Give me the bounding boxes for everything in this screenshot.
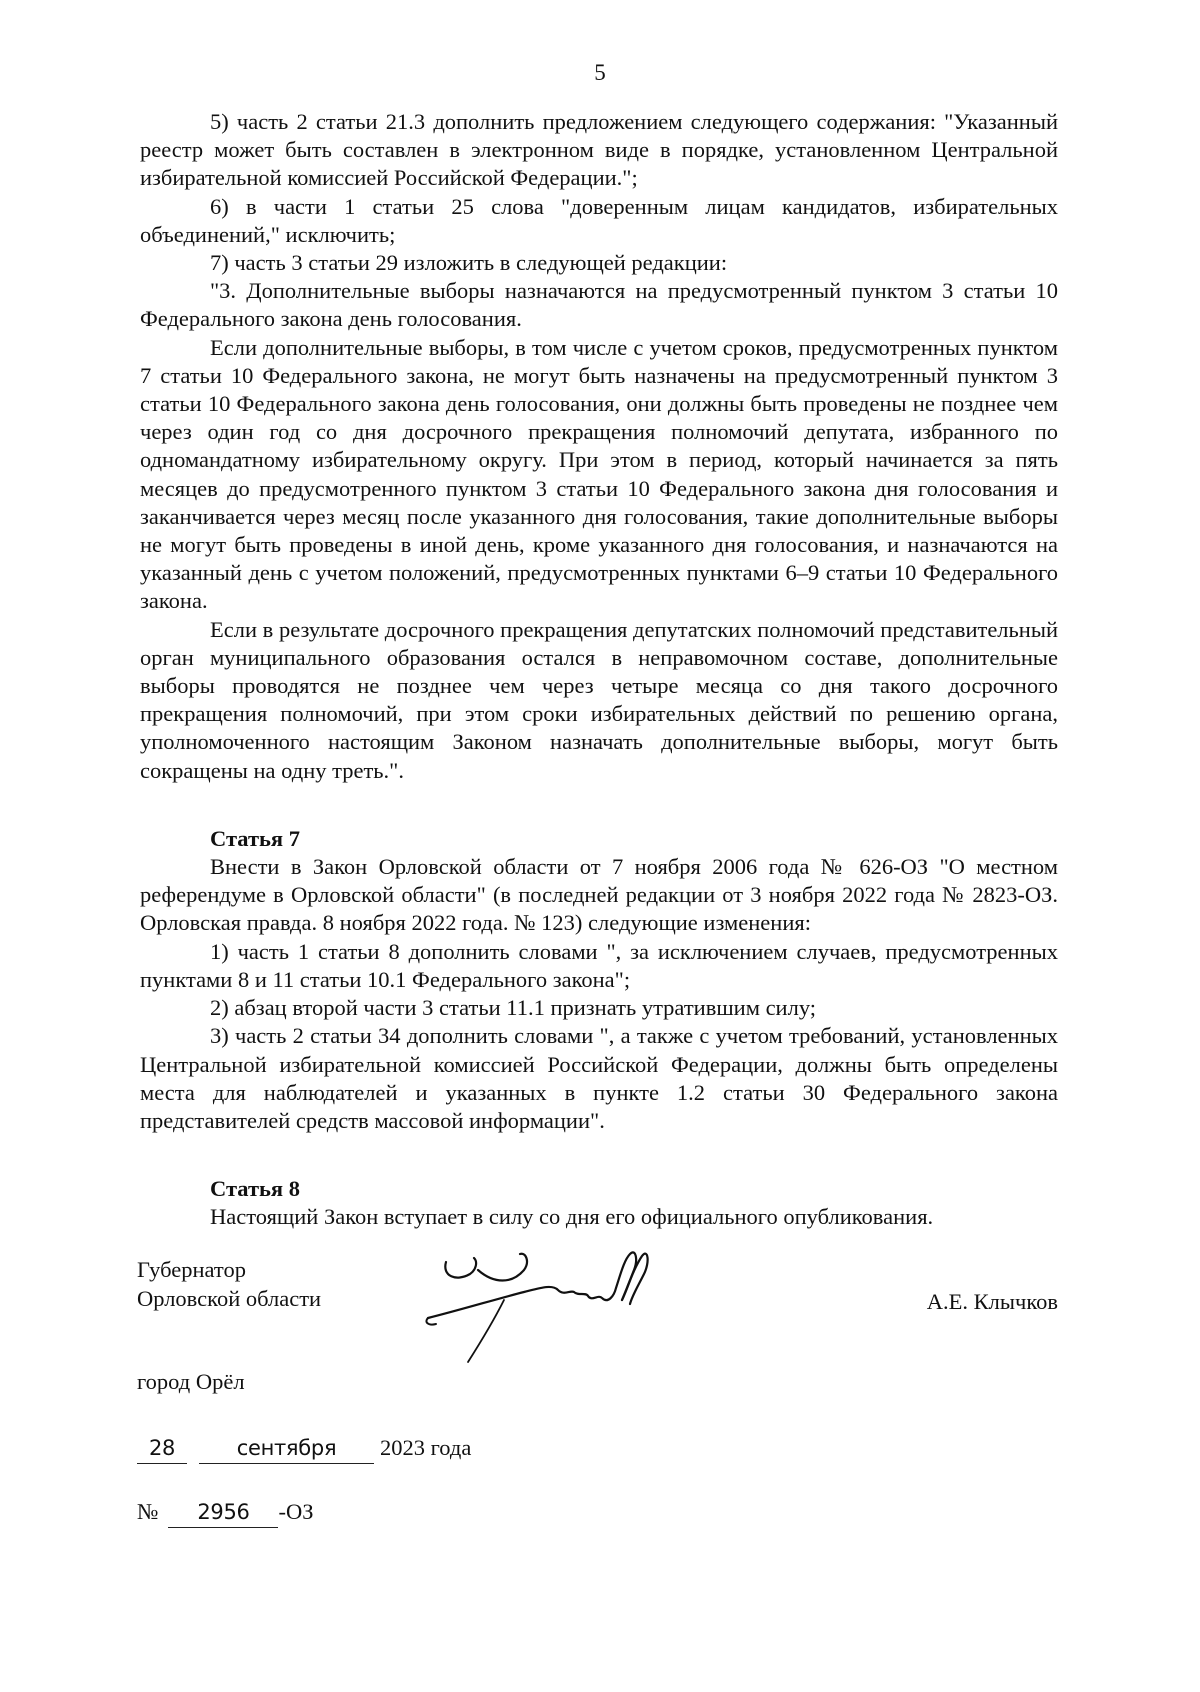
date-month: сентября bbox=[199, 1433, 374, 1464]
handwritten-signature bbox=[420, 1240, 670, 1370]
paragraph: Настоящий Закон вступает в силу со дня его официального опубликования. bbox=[210, 1204, 934, 1230]
paragraph: 2) абзац второй части 3 статьи 11.1 признать утратившим силу; bbox=[210, 995, 817, 1021]
article-heading: Статья 8 bbox=[210, 1176, 300, 1202]
paragraph: 6) в части 1 статьи 25 слова "доверенным лицам кандидатов, избирательных объединений," исключить; bbox=[140, 193, 1058, 247]
paragraph: "3. Дополнительные выборы назначаются на предусмотренный пунктом 3 статьи 10 Федерального закона день голосования. bbox=[140, 278, 1058, 332]
paragraph: 5) часть 2 статьи 21.3 дополнить предложением следующего содержания: "Указанный реестр может быть составлен в электронном виде в порядке, установленном Центральной избирательной комиссией Российской Федерации."; bbox=[140, 109, 1058, 191]
number-value: 2956 bbox=[168, 1497, 278, 1528]
date-year: 2023 года bbox=[380, 1435, 472, 1460]
signing-date bbox=[137, 1432, 471, 1464]
paragraph: Если в результате досрочного прекращения депутатских полномочий представительный орган муниципального образования остался в неправомочном составе, дополнительные выборы проводятся не позднее чем через четыре месяца со дня такого досрочного прекращения полномочий, при этом сроки избирательных действий по решению органа, уполномоченного настоящим Законом назначать дополнительные выборы, могут быть сокращены на одну треть.". bbox=[140, 616, 1058, 783]
signatory-title-line-2: Орловской области bbox=[137, 1285, 322, 1311]
signatory-title-line-1: Губернатор bbox=[137, 1257, 246, 1282]
city: город Орёл bbox=[137, 1369, 245, 1394]
article-heading: Статья 7 bbox=[210, 825, 300, 851]
signatory-name: А.Е. Клычков bbox=[926, 1289, 1058, 1314]
number-suffix: -ОЗ bbox=[278, 1499, 314, 1524]
paragraph: 3) часть 2 статьи 34 дополнить словами ", а также с учетом требований, установленных Центральной избирательной комиссией Российской Федерации, должны быть определены места для наблюдателей и указанных в пункте 1.2 статьи 30 Федерального закона представителей средств массовой информации". bbox=[140, 1023, 1058, 1133]
document-body bbox=[140, 108, 1058, 1232]
date-day: 28 bbox=[137, 1433, 187, 1464]
page-number: 5 bbox=[594, 60, 606, 85]
signatory-title bbox=[137, 1256, 321, 1313]
paragraph: Если дополнительные выборы, в том числе с учетом сроков, предусмотренных пунктом 7 статьи 10 Федерального закона, не могут быть назначены на предусмотренный пунктом 3 статьи 10 Федерального закона день голосования, они должны быть проведены не позднее чем через один год со дня досрочного прекращения полномочий депутата, избранного по одномандатному избирательному округу. При этом в период, который начинается за пять месяцев до предусмотренного пунктом 3 статьи 10 Федерального закона дня голосования и заканчивается через месяц после указанного дня голосования, такие дополнительные выборы не могут быть проведены в иной день, кроме указанного дня голосования, и назначаются на указанный день с учетом положений, предусмотренных пунктами 6–9 статьи 10 Федерального закона. bbox=[140, 334, 1058, 614]
law-number bbox=[137, 1496, 313, 1528]
number-sign: № bbox=[137, 1499, 159, 1524]
paragraph: 7) часть 3 статьи 29 изложить в следующей редакции: bbox=[210, 250, 728, 276]
paragraph: 1) часть 1 статьи 8 дополнить словами ", за исключением случаев, предусмотренных пунктами 8 и 11 статьи 10.1 Федерального закона"; bbox=[140, 938, 1058, 992]
paragraph: Внести в Закон Орловской области от 7 ноября 2006 года № 626-ОЗ "О местном референдуме в Орловской области" (в последней редакции от 3 ноября 2022 года № 2823-ОЗ. Орловская правда. 8 ноября 2022 года. № 123) следующие изменения: bbox=[140, 854, 1058, 936]
